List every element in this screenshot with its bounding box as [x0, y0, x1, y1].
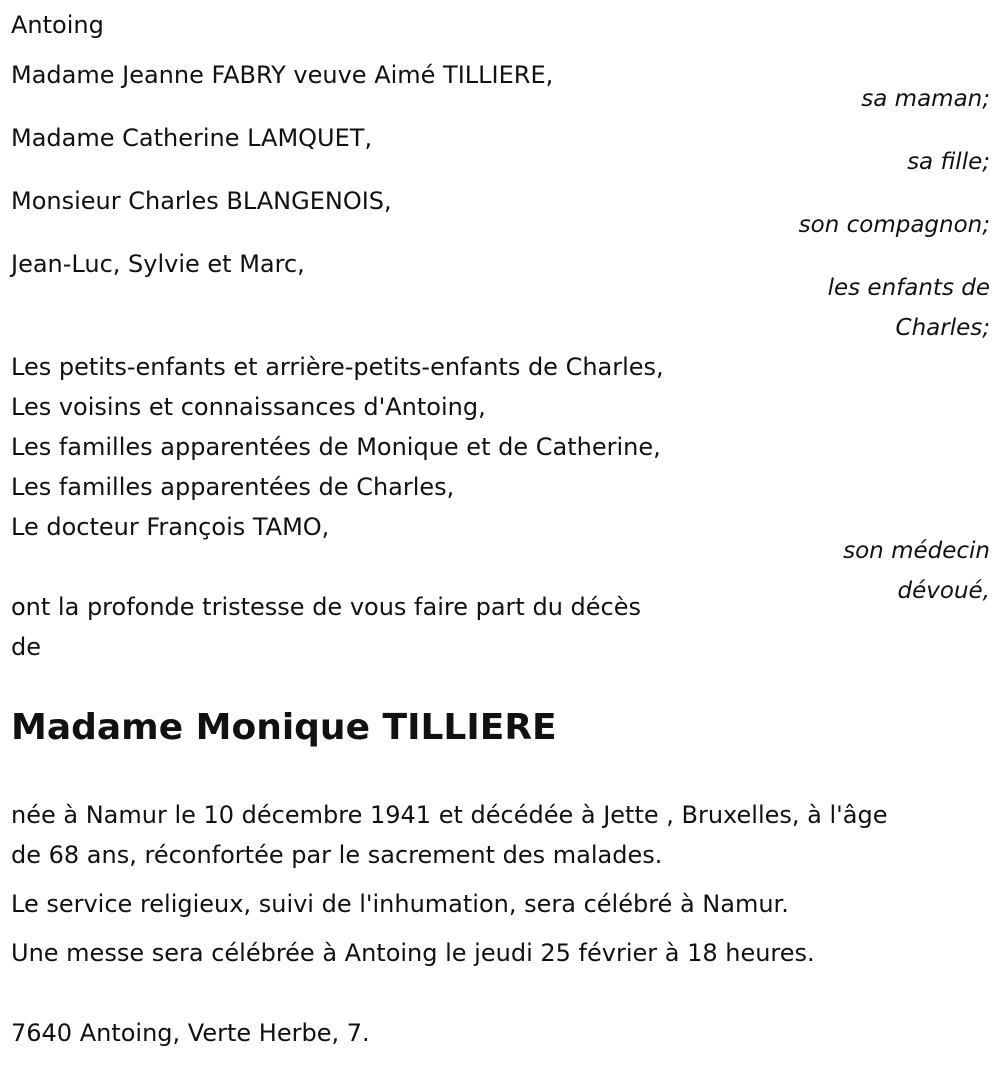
mourner-relation-line: les enfants de — [827, 275, 990, 301]
mourner-relation: sa maman; — [861, 86, 990, 112]
mourner-relation-line: Charles; — [895, 315, 990, 341]
announcement-line: de — [11, 633, 41, 661]
family-line: Les voisins et connaissances d'Antoing, — [11, 393, 486, 421]
service-details: Le service religieux, suivi de l'inhumation, sera célébré à Namur. — [11, 890, 789, 918]
mourner-relation: sa fille; — [907, 149, 990, 175]
mourner-name: Monsieur Charles BLANGENOIS, — [11, 187, 392, 215]
mourner-name: Madame Catherine LAMQUET, — [11, 124, 373, 152]
birth-details-line: de 68 ans, réconfortée par le sacrement des malades. — [11, 841, 663, 869]
doctor-relation-line: dévoué, — [897, 578, 990, 604]
family-line: Les familles apparentées de Charles, — [11, 473, 455, 501]
doctor-relation-line: son médecin — [843, 538, 990, 564]
mourner-name: Jean-Luc, Sylvie et Marc, — [11, 250, 305, 278]
mourner-relation: son compagnon; — [798, 212, 990, 238]
town-heading: Antoing — [11, 11, 104, 39]
mourner-name: Madame Jeanne FABRY veuve Aimé TILLIERE, — [11, 61, 554, 89]
birth-details-line: née à Namur le 10 décembre 1941 et décédée à Jette , Bruxelles, à l'âge — [11, 801, 888, 829]
mass-details: Une messe sera célébrée à Antoing le jeudi 25 février à 18 heures. — [11, 939, 815, 967]
family-line: Les familles apparentées de Monique et de Catherine, — [11, 433, 661, 461]
address: 7640 Antoing, Verte Herbe, 7. — [11, 1019, 370, 1047]
deceased-name: Madame Monique TILLIERE — [11, 707, 557, 748]
doctor-line: Le docteur François TAMO, — [11, 513, 330, 541]
announcement-line: ont la profonde tristesse de vous faire part du décès — [11, 593, 641, 621]
family-line: Les petits-enfants et arrière-petits-enfants de Charles, — [11, 353, 664, 381]
